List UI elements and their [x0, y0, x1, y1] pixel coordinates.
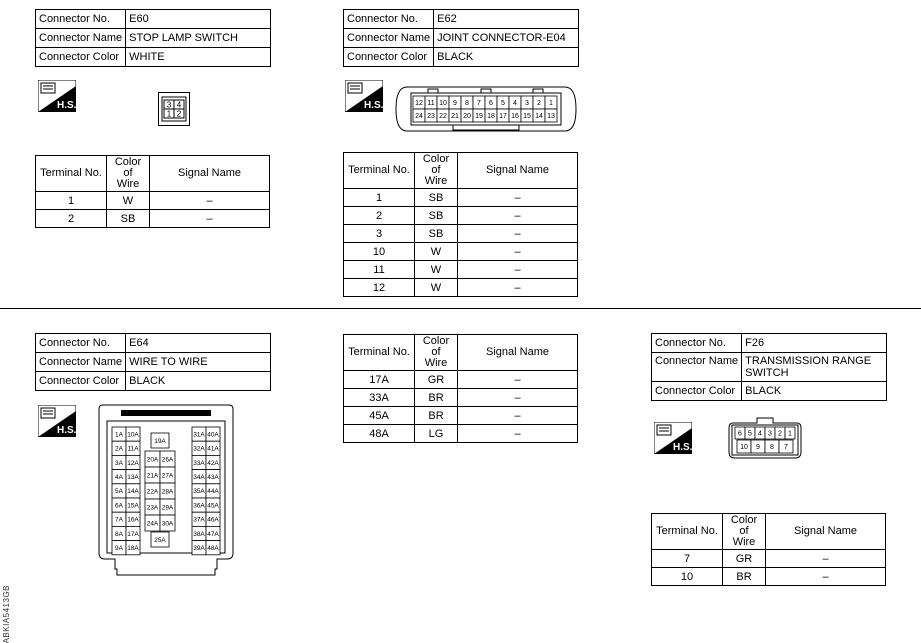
pin-label: 33A — [193, 459, 205, 467]
pin-label: 6 — [489, 99, 493, 107]
pin-label: 3A — [115, 459, 123, 467]
table-row: 1 SB – — [344, 189, 578, 207]
e64-connector-name: WIRE TO WIRE — [126, 353, 271, 372]
pin-label: 9 — [756, 443, 760, 451]
f26-info-table — [651, 333, 887, 401]
pin-label: 15A — [127, 502, 139, 510]
table-row: 12 W – — [344, 279, 578, 297]
pin-label: 2A — [115, 445, 123, 453]
pin-label: 23 — [427, 112, 435, 120]
pin-label: 7A — [115, 516, 123, 524]
e62-connector-name: JOINT CONNECTOR-E04 — [434, 29, 579, 48]
e60-pin: 4 — [176, 100, 182, 110]
section-divider — [0, 308, 921, 309]
pin-label: 10 — [439, 99, 447, 107]
pin-label: 13A — [127, 473, 139, 481]
pin-label: 16A — [127, 516, 139, 524]
table-row: 11 W – — [344, 261, 578, 279]
pin-label: 11A — [127, 445, 139, 453]
signal-name-header: Signal Name — [150, 156, 270, 192]
pin-label: 9 — [453, 99, 457, 107]
pin-label: 4 — [513, 99, 517, 107]
pin-label: 34A — [193, 473, 205, 481]
pin-label: 37A — [193, 516, 205, 524]
f26-connector-color: BLACK — [742, 382, 887, 401]
svg-text:H.S.: H.S. — [57, 425, 76, 436]
pin-label: 24 — [415, 112, 423, 120]
pin-label: 25A — [154, 536, 166, 544]
pin-label: 12A — [127, 459, 139, 467]
pin-label: 7 — [784, 443, 788, 451]
pin-label: 42A — [207, 459, 219, 467]
pin-label: 1A — [115, 431, 123, 439]
color-of-wire-header: Color of Wire — [107, 156, 150, 192]
hs-icon — [38, 405, 76, 437]
pin-label: 18A — [127, 544, 139, 552]
connector-no-label: Connector No. — [36, 334, 126, 353]
pin-label: 41A — [207, 445, 219, 453]
pin-label: 39A — [193, 544, 205, 552]
signal-name-header: Signal Name — [458, 153, 578, 189]
pin-label: 44A — [207, 488, 219, 496]
pin-label: 16 — [511, 112, 519, 120]
e62-connector-color: BLACK — [434, 48, 579, 67]
pin-label: 9A — [115, 544, 123, 552]
pin-label: 46A — [207, 516, 219, 524]
pin-label: 18 — [487, 112, 495, 120]
connector-no-label: Connector No. — [652, 334, 742, 353]
pin-label: 28A — [161, 488, 174, 496]
f26-connector-no: F26 — [742, 334, 887, 353]
connector-color-label: Connector Color — [652, 382, 742, 401]
connector-no-label: Connector No. — [36, 10, 126, 29]
e62-connector-face — [393, 84, 579, 134]
pin-label: 2 — [537, 99, 541, 107]
pin-label: 3 — [525, 99, 529, 107]
pin-label: 43A — [207, 473, 219, 481]
pin-label: 21A — [146, 472, 159, 480]
e60-connector-face — [158, 92, 190, 126]
e60-connector-no: E60 — [126, 10, 271, 29]
connector-name-label: Connector Name — [36, 29, 126, 48]
pin-label: 47A — [207, 530, 219, 538]
hs-icon — [345, 80, 383, 112]
e64-terminal-table — [343, 334, 578, 443]
e62-connector-no: E62 — [434, 10, 579, 29]
table-row: 45A BR – — [344, 407, 578, 425]
pin-label: 32A — [193, 445, 205, 453]
pin-label: 26A — [161, 456, 174, 464]
signal-name-header: Signal Name — [458, 335, 578, 371]
table-row: 2 SB – — [344, 207, 578, 225]
terminal-no-header: Terminal No. — [344, 153, 415, 189]
connector-color-label: Connector Color — [36, 48, 126, 67]
color-of-wire-header: Color of Wire — [415, 335, 458, 371]
pin-label: 6A — [115, 502, 123, 510]
e60-connector-color: WHITE — [126, 48, 271, 67]
pin-label: 19 — [475, 112, 483, 120]
pin-label: 27A — [161, 472, 174, 480]
pin-label: 29A — [161, 504, 174, 512]
pin-label: 10 — [740, 443, 748, 451]
pin-label: 45A — [207, 502, 219, 510]
e62-terminal-table — [343, 152, 578, 297]
pin-label: 5 — [501, 99, 505, 107]
hs-icon — [654, 422, 692, 454]
e60-pin: 2 — [176, 109, 182, 119]
signal-name-header: Signal Name — [766, 514, 886, 550]
e60-pin: 3 — [166, 100, 172, 110]
color-of-wire-header: Color of Wire — [415, 153, 458, 189]
pin-label: 7 — [477, 99, 481, 107]
pin-label: 24A — [146, 520, 159, 528]
pin-label: 5 — [748, 430, 752, 438]
terminal-no-header: Terminal No. — [36, 156, 107, 192]
terminal-no-header: Terminal No. — [344, 335, 415, 371]
table-row: 48A LG – — [344, 425, 578, 443]
connector-color-label: Connector Color — [36, 372, 126, 391]
pin-label: 35A — [193, 488, 205, 496]
f26-connector-face — [727, 416, 803, 460]
pin-label: 14 — [535, 112, 543, 120]
pin-label: 21 — [451, 112, 459, 120]
pin-label: 2 — [778, 430, 782, 438]
pin-label: 4 — [758, 430, 762, 438]
pin-label: 38A — [193, 530, 205, 538]
pin-label: 5A — [115, 488, 123, 496]
e60-connector-name: STOP LAMP SWITCH — [126, 29, 271, 48]
f26-terminal-table — [651, 513, 886, 586]
e64-connector-face — [97, 403, 235, 579]
connector-no-label: Connector No. — [344, 10, 434, 29]
pin-label: 20A — [146, 456, 159, 464]
pin-label: 14A — [127, 488, 139, 496]
e64-connector-no: E64 — [126, 334, 271, 353]
pin-label: 8A — [115, 530, 123, 538]
connector-name-label: Connector Name — [652, 353, 742, 382]
table-row: 33A BR – — [344, 389, 578, 407]
hs-icon — [38, 80, 76, 112]
svg-text:H.S.: H.S. — [673, 442, 692, 453]
hs-label: H.S. — [57, 100, 76, 111]
connector-name-label: Connector Name — [344, 29, 434, 48]
pin-label: 48A — [207, 544, 219, 552]
pin-label: 31A — [193, 431, 205, 439]
e60-terminal-table — [35, 155, 270, 228]
e64-connector-color: BLACK — [126, 372, 271, 391]
table-row: 10 W – — [344, 243, 578, 261]
pin-label: 3 — [768, 430, 772, 438]
pin-label: 10A — [127, 431, 139, 439]
table-row: 2 SB – — [36, 210, 270, 228]
table-row: 1 W – — [36, 192, 270, 210]
pin-label: 12 — [415, 99, 423, 107]
color-of-wire-header: Color of Wire — [723, 514, 766, 550]
pin-label: 20 — [463, 112, 471, 120]
table-row: 7 GR – — [652, 550, 886, 568]
table-row: 10 BR – — [652, 568, 886, 586]
table-row: 3 SB – — [344, 225, 578, 243]
pin-label: 1 — [788, 430, 792, 438]
pin-label: 30A — [161, 520, 174, 528]
pin-label: 13 — [547, 112, 555, 120]
table-row: 17A GR – — [344, 371, 578, 389]
pin-label: 17 — [499, 112, 507, 120]
pin-label: 23A — [146, 504, 159, 512]
svg-text:H.S.: H.S. — [364, 100, 383, 111]
e60-pin: 1 — [166, 109, 172, 119]
e60-info-table — [35, 9, 271, 67]
pin-label: 8 — [465, 99, 469, 107]
pin-label: 22 — [439, 112, 447, 120]
pin-label: 1 — [549, 99, 553, 107]
connector-name-label: Connector Name — [36, 353, 126, 372]
pin-label: 40A — [207, 431, 219, 439]
pin-label: 11 — [427, 99, 435, 107]
connector-color-label: Connector Color — [344, 48, 434, 67]
pin-label: 6 — [738, 430, 742, 438]
e62-info-table — [343, 9, 579, 67]
pin-label: 15 — [523, 112, 531, 120]
terminal-no-header: Terminal No. — [652, 514, 723, 550]
pin-label: 17A — [127, 530, 139, 538]
pin-label: 8 — [770, 443, 774, 451]
e64-info-table — [35, 333, 271, 391]
figure-code: ABKIA5413GB — [2, 585, 11, 643]
pin-label: 4A — [115, 473, 123, 481]
pin-label: 19A — [154, 437, 166, 445]
pin-label: 22A — [146, 488, 159, 496]
f26-connector-name: TRANSMISSION RANGE SWITCH — [742, 353, 887, 382]
pin-label: 36A — [193, 502, 205, 510]
